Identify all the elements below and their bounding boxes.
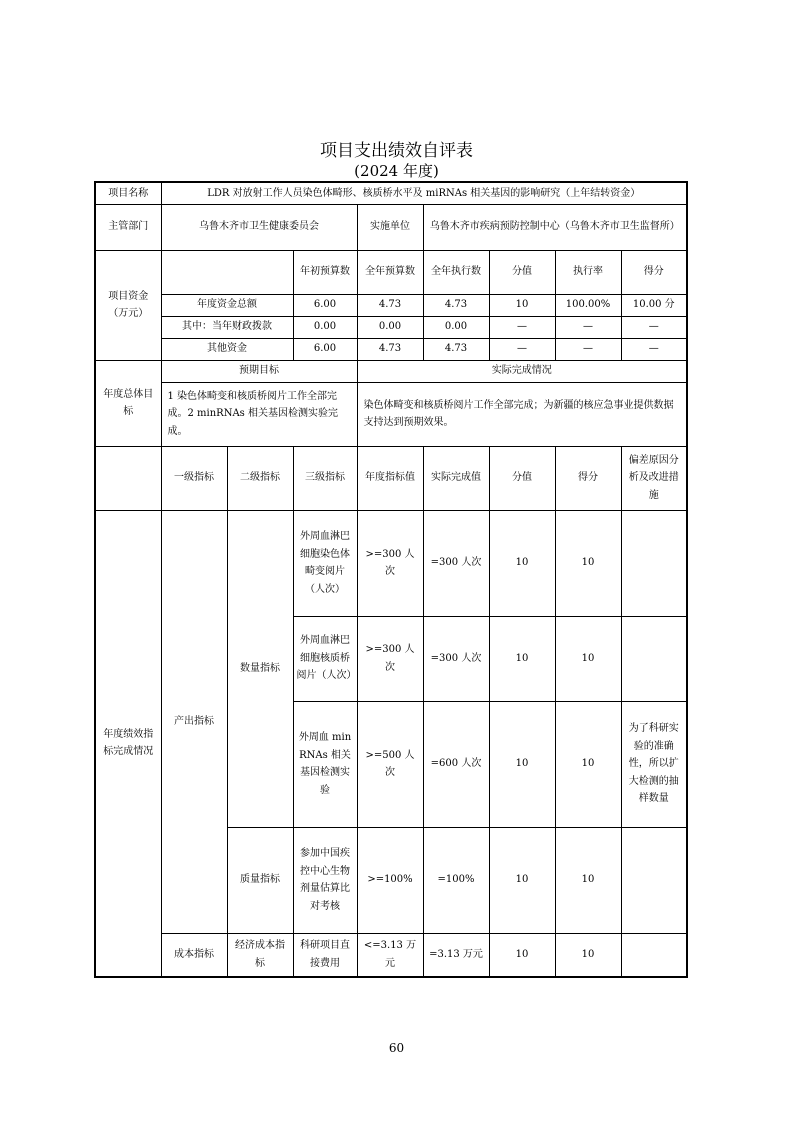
level3-indicator: 参加中国疾控中心生物剂量估算比对考核 [293, 827, 357, 933]
deviation-reason [621, 616, 687, 701]
page-number: 60 [388, 1041, 405, 1055]
project-name: LDR 对放射工作人员染色体畸形、核质桥水平及 miRNAs 相关基因的影响研究（上年结转资金） [161, 182, 687, 204]
indicator-header: 得分 [555, 446, 621, 510]
indicator-header: 一级指标 [161, 446, 227, 510]
level2-quality: 质量指标 [227, 827, 293, 933]
got-score: 10 [555, 701, 621, 827]
expected-goal-label: 预期目标 [161, 360, 357, 382]
level1-output: 产出指标 [161, 510, 227, 933]
funds-row-name: 其中：当年财政拨款 [161, 316, 293, 338]
funds-cell: — [489, 316, 555, 338]
target-value: >=300 人次 [357, 510, 423, 616]
got-score: 10 [555, 933, 621, 977]
target-value: >=500 人次 [357, 701, 423, 827]
funds-row [95, 338, 687, 360]
indicator-header: 实际完成值 [423, 446, 489, 510]
expected-goal-text: 1 染色体畸变和核质桥阅片工作全部完成。2 minRNAs 相关基因检测实验完成。 [161, 382, 357, 446]
indicator-header: 分值 [489, 446, 555, 510]
indicators-section-label: 年度绩效指标完成情况 [95, 510, 161, 977]
got-score: 10 [555, 510, 621, 616]
actual-value: =600 人次 [423, 701, 489, 827]
actual-result-text: 染色体畸变和核质桥阅片工作全部完成；为新疆的核应急事业提供数据支持达到预期效果。 [357, 382, 687, 446]
funds-cell: — [489, 338, 555, 360]
got-score: 10 [555, 827, 621, 933]
level1-cost: 成本指标 [161, 933, 227, 977]
target-value: >=300 人次 [357, 616, 423, 701]
funds-header: 全年执行数 [423, 250, 489, 294]
funds-header: 全年预算数 [357, 250, 423, 294]
actual-result-label: 实际完成情况 [357, 360, 687, 382]
funds-header: 得分 [621, 250, 687, 294]
deviation-reason: 为了科研实验的准确性，所以扩大检测的抽样数量 [621, 701, 687, 827]
funds-cell: 4.73 [423, 294, 489, 316]
indicator-header: 年度指标值 [357, 446, 423, 510]
impl-label: 实施单位 [357, 204, 423, 250]
goals-label: 年度总体目标 [95, 360, 161, 446]
funds-cell: 0.00 [293, 316, 357, 338]
funds-cell: 4.73 [423, 338, 489, 360]
indicator-row [95, 510, 687, 616]
deviation-reason [621, 510, 687, 616]
actual-value: =300 人次 [423, 510, 489, 616]
funds-cell: 0.00 [423, 316, 489, 338]
page-subtitle: (2024 年度) [354, 162, 439, 180]
funds-cell: 4.73 [357, 338, 423, 360]
score-value: 10 [489, 827, 555, 933]
funds-cell: 6.00 [293, 294, 357, 316]
level3-indicator: 外周血 minRNAs 相关基因检测实验 [293, 701, 357, 827]
funds-label: 项目资金（万元） [95, 250, 161, 360]
target-value: >=100% [357, 827, 423, 933]
indicator-header: 三级指标 [293, 446, 357, 510]
funds-row-name: 其他资金 [161, 338, 293, 360]
funds-cell: 10.00 分 [621, 294, 687, 316]
level3-indicator: 科研项目直接费用 [293, 933, 357, 977]
level2-quantity: 数量指标 [227, 510, 293, 827]
score-value: 10 [489, 510, 555, 616]
funds-header: 年初预算数 [293, 250, 357, 294]
funds-header: 执行率 [555, 250, 621, 294]
performance-table [94, 181, 688, 978]
funds-header: 分值 [489, 250, 555, 294]
impl-value: 乌鲁木齐市疾病预防控制中心（乌鲁木齐市卫生监督所） [423, 204, 687, 250]
actual-value: =300 人次 [423, 616, 489, 701]
score-value: 10 [489, 933, 555, 977]
funds-row [95, 294, 687, 316]
deviation-reason [621, 933, 687, 977]
funds-cell: 0.00 [357, 316, 423, 338]
funds-cell: 6.00 [293, 338, 357, 360]
funds-cell: 10 [489, 294, 555, 316]
indicator-row [95, 933, 687, 977]
funds-cell: — [555, 338, 621, 360]
funds-cell: 4.73 [357, 294, 423, 316]
page-title: 项目支出绩效自评表 [320, 141, 473, 161]
target-value: <=3.13 万元 [357, 933, 423, 977]
indicator-header: 偏差原因分析及改进措施 [621, 446, 687, 510]
funds-cell: — [621, 316, 687, 338]
dept-value: 乌鲁木齐市卫生健康委员会 [161, 204, 357, 250]
funds-header-blank [161, 250, 293, 294]
funds-cell: 100.00% [555, 294, 621, 316]
deviation-reason [621, 827, 687, 933]
indicator-header: 二级指标 [227, 446, 293, 510]
score-value: 10 [489, 701, 555, 827]
funds-row-name: 年度资金总额 [161, 294, 293, 316]
indicator-header-blank [95, 446, 161, 510]
level3-indicator: 外周血淋巴细胞染色体畸变阅片（人次） [293, 510, 357, 616]
got-score: 10 [555, 616, 621, 701]
funds-row [95, 316, 687, 338]
score-value: 10 [489, 616, 555, 701]
actual-value: =3.13 万元 [423, 933, 489, 977]
level3-indicator: 外周血淋巴细胞核质桥阅片（人次） [293, 616, 357, 701]
level2-econ: 经济成本指标 [227, 933, 293, 977]
project-name-label: 项目名称 [95, 182, 161, 204]
funds-cell: — [621, 338, 687, 360]
actual-value: =100% [423, 827, 489, 933]
dept-label: 主管部门 [95, 204, 161, 250]
funds-cell: — [555, 316, 621, 338]
